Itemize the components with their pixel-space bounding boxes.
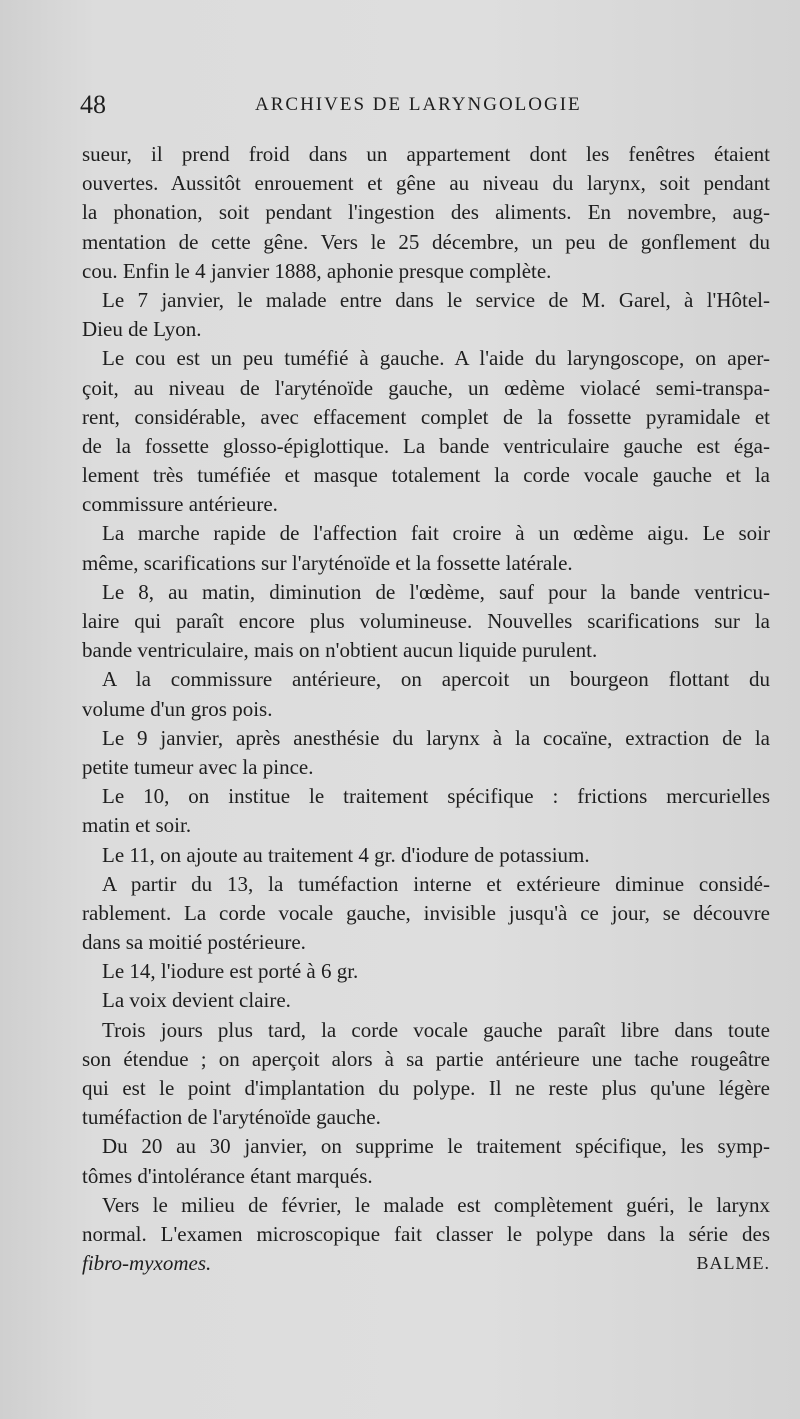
text-line: qui est le point d'implantation du polype. Il ne reste plus qu'une légère — [82, 1076, 770, 1100]
text-line: normal. L'examen microscopique fait classer le polype dans la série des — [82, 1221, 770, 1246]
text-line: bande ventriculaire, mais on n'obtient aucun liquide purulent. — [82, 638, 598, 663]
text-line: çoit, au niveau de l'aryténoïde gauche, un œdème violacé semi-transpa- — [82, 375, 770, 400]
text-line: Le 7 janvier, le malade entre dans le service de M. Garel, à l'Hôtel- — [102, 287, 770, 312]
text-line: matin et soir. — [82, 813, 192, 838]
text-line: volume d'un gros pois. — [82, 696, 273, 721]
body-text — [82, 140, 770, 1278]
text-line: dans sa moitié postérieure. — [82, 930, 306, 955]
text-line: de la fossette glosso-épiglottique. La bande ventriculaire gauche est éga- — [82, 433, 770, 458]
page-number: 48 — [80, 90, 106, 119]
page-header — [80, 90, 760, 126]
text-line: commissure antérieure. — [82, 492, 278, 517]
text-line: Le 11, on ajoute au traitement 4 gr. d'iodure de potassium. — [102, 842, 590, 867]
text-line: Du 20 au 30 janvier, on supprime le traitement spécifique, les symp- — [102, 1134, 770, 1159]
text-line: sueur, il prend froid dans un appartement dont les fenêtres étaient — [82, 142, 770, 166]
text-line: petite tumeur avec la pince. — [82, 754, 314, 779]
text-line: son étendue ; on aperçoit alors à sa partie antérieure une tache rougeâtre — [82, 1046, 770, 1071]
text-line: rablement. La corde vocale gauche, invisible jusqu'à ce jour, se découvre — [82, 900, 770, 925]
text-line: Dieu de Lyon. — [82, 317, 202, 342]
text-line: Le cou est un peu tuméfié à gauche. A l'aide du laryngoscope, on aper- — [102, 346, 770, 371]
text-line: tômes d'intolérance étant marqués. — [82, 1163, 373, 1188]
text-line: lement très tuméfiée et masque totalement la corde vocale gauche et la — [82, 463, 770, 488]
text-line: Le 14, l'iodure est porté à 6 gr. — [102, 959, 359, 984]
text-line: A partir du 13, la tuméfaction interne et extérieure diminue considé- — [102, 871, 770, 896]
text-line: rent, considérable, avec effacement complet de la fossette pyramidale et — [82, 404, 770, 429]
text-line: mentation de cette gêne. Vers le 25 décembre, un peu de gonflement du — [82, 229, 770, 254]
text-line: cou. Enfin le 4 janvier 1888, aphonie presque complète. — [82, 258, 552, 283]
author-signature: BALME. — [696, 1253, 770, 1274]
text-line: laire qui paraît encore plus volumineuse. Nouvelles scarifications sur la — [82, 609, 770, 633]
text-line: A la commissure antérieure, on apercoit un bourgeon flottant du — [102, 667, 770, 692]
text-line: La marche rapide de l'affection fait croire à un œdème aigu. Le soir — [102, 521, 770, 546]
text-line: ouvertes. Aussitôt enrouement et gêne au niveau du larynx, soit pendant — [82, 171, 770, 196]
text-line: même, scarifications sur l'aryténoïde et la fossette latérale. — [82, 550, 573, 575]
text-line: La voix devient claire. — [102, 988, 291, 1013]
text-line: tuméfaction de l'aryténoïde gauche. — [82, 1105, 381, 1130]
text-line: la phonation, soit pendant l'ingestion des aliments. En novembre, aug- — [82, 200, 770, 225]
text-line: Le 8, au matin, diminution de l'œdème, sauf pour la bande ventricu- — [102, 579, 770, 604]
text-line: Trois jours plus tard, la corde vocale gauche paraît libre dans toute — [102, 1017, 770, 1042]
text-line: Le 9 janvier, après anesthésie du larynx à la cocaïne, extraction de la — [102, 725, 770, 750]
text-line: Le 10, on institue le traitement spécifique : frictions mercurielles — [102, 784, 770, 809]
italic-term: fibro-myxomes. — [82, 1251, 212, 1276]
text-line: Vers le milieu de février, le malade est complètement guéri, le larynx — [102, 1192, 770, 1217]
running-title: ARCHIVES DE LARYNGOLOGIE — [255, 94, 582, 115]
final-line — [82, 1249, 770, 1278]
